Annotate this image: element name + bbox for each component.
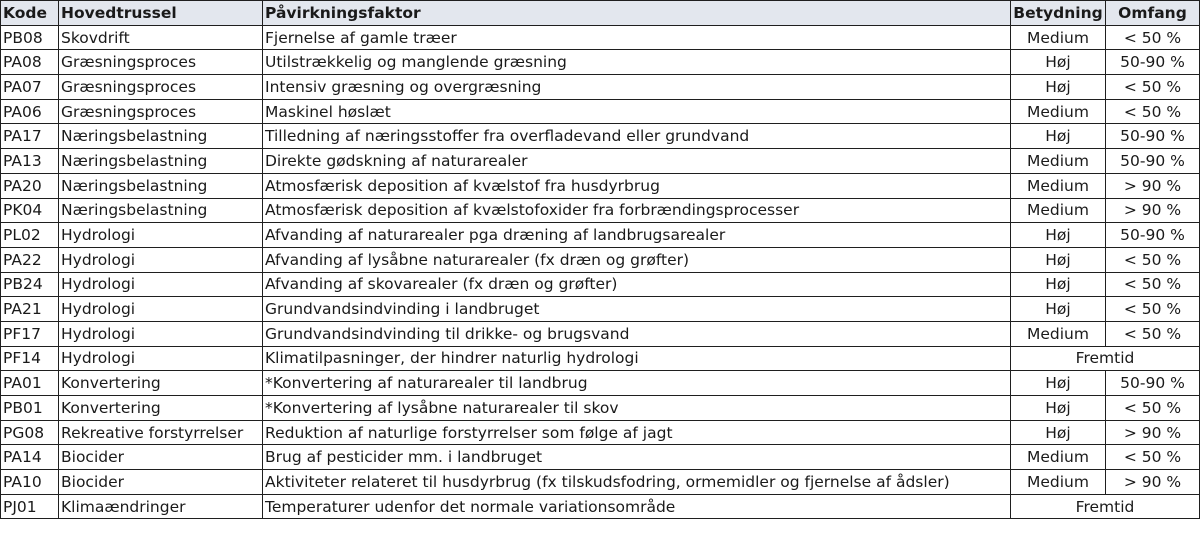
cell-omfang: 50-90 % [1106, 124, 1200, 149]
cell-betydning: Høj [1011, 247, 1106, 272]
table-row [1, 346, 1200, 371]
cell-kode: PK04 [1, 198, 59, 223]
cell-omfang: > 90 % [1106, 420, 1200, 445]
table-row [1, 223, 1200, 248]
cell-kode: PB24 [1, 272, 59, 297]
cell-hovedtrussel: Næringsbelastning [59, 173, 263, 198]
cell-kode: PF17 [1, 321, 59, 346]
cell-betydning: Høj [1011, 272, 1106, 297]
cell-omfang: < 50 % [1106, 321, 1200, 346]
cell-betydning: Høj [1011, 75, 1106, 100]
cell-omfang: > 90 % [1106, 173, 1200, 198]
cell-omfang: < 50 % [1106, 25, 1200, 50]
cell-paavirkningsfaktor: Atmosfærisk deposition af kvælstofoxider fra forbrændingsprocesser [263, 198, 1011, 223]
cell-kode: PA17 [1, 124, 59, 149]
table-row [1, 371, 1200, 396]
cell-betydning: Medium [1011, 198, 1106, 223]
cell-betydning: Medium [1011, 321, 1106, 346]
cell-fremtid: Fremtid [1011, 494, 1200, 519]
cell-kode: PB01 [1, 396, 59, 421]
cell-paavirkningsfaktor: Maskinel høslæt [263, 99, 1011, 124]
cell-betydning: Høj [1011, 396, 1106, 421]
cell-paavirkningsfaktor: Tilledning af næringsstoffer fra overfladevand eller grundvand [263, 124, 1011, 149]
table-body [1, 25, 1200, 519]
cell-kode: PA01 [1, 371, 59, 396]
table-row [1, 99, 1200, 124]
table-row [1, 25, 1200, 50]
header-row [1, 1, 1200, 26]
cell-hovedtrussel: Næringsbelastning [59, 149, 263, 174]
table-row [1, 198, 1200, 223]
cell-hovedtrussel: Hydrologi [59, 297, 263, 322]
cell-paavirkningsfaktor: Direkte gødskning af naturarealer [263, 149, 1011, 174]
cell-hovedtrussel: Biocider [59, 470, 263, 495]
cell-fremtid: Fremtid [1011, 346, 1200, 371]
cell-kode: PA20 [1, 173, 59, 198]
cell-paavirkningsfaktor: Atmosfærisk deposition af kvælstof fra husdyrbrug [263, 173, 1011, 198]
cell-hovedtrussel: Hydrologi [59, 247, 263, 272]
table-row [1, 247, 1200, 272]
cell-hovedtrussel: Rekreative forstyrrelser [59, 420, 263, 445]
cell-hovedtrussel: Næringsbelastning [59, 124, 263, 149]
cell-betydning: Medium [1011, 99, 1106, 124]
cell-betydning: Medium [1011, 470, 1106, 495]
cell-paavirkningsfaktor: Afvanding af lysåbne naturarealer (fx dræn og grøfter) [263, 247, 1011, 272]
cell-omfang: < 50 % [1106, 396, 1200, 421]
cell-kode: PF14 [1, 346, 59, 371]
cell-kode: PG08 [1, 420, 59, 445]
table-row [1, 321, 1200, 346]
cell-hovedtrussel: Konvertering [59, 371, 263, 396]
table-row [1, 173, 1200, 198]
cell-omfang: > 90 % [1106, 470, 1200, 495]
cell-hovedtrussel: Næringsbelastning [59, 198, 263, 223]
cell-betydning: Høj [1011, 223, 1106, 248]
cell-kode: PB08 [1, 25, 59, 50]
cell-paavirkningsfaktor: *Konvertering af lysåbne naturarealer til skov [263, 396, 1011, 421]
table-row [1, 75, 1200, 100]
header-kode: Kode [1, 1, 59, 26]
table-row [1, 470, 1200, 495]
cell-paavirkningsfaktor: Klimatilpasninger, der hindrer naturlig hydrologi [263, 346, 1011, 371]
cell-betydning: Medium [1011, 173, 1106, 198]
cell-paavirkningsfaktor: Grundvandsindvinding i landbruget [263, 297, 1011, 322]
cell-paavirkningsfaktor: Reduktion af naturlige forstyrrelser som følge af jagt [263, 420, 1011, 445]
table-row [1, 149, 1200, 174]
cell-paavirkningsfaktor: Afvanding af skovarealer (fx dræn og grøfter) [263, 272, 1011, 297]
cell-omfang: < 50 % [1106, 99, 1200, 124]
cell-paavirkningsfaktor: Temperaturer udenfor det normale variationsområde [263, 494, 1011, 519]
cell-omfang: 50-90 % [1106, 223, 1200, 248]
table-row [1, 297, 1200, 322]
cell-kode: PA10 [1, 470, 59, 495]
header-betydning: Betydning [1011, 1, 1106, 26]
cell-hovedtrussel: Klimaændringer [59, 494, 263, 519]
cell-omfang: > 90 % [1106, 198, 1200, 223]
cell-betydning: Høj [1011, 371, 1106, 396]
table-row [1, 445, 1200, 470]
cell-omfang: < 50 % [1106, 297, 1200, 322]
table-row [1, 272, 1200, 297]
cell-paavirkningsfaktor: Intensiv græsning og overgræsning [263, 75, 1011, 100]
cell-hovedtrussel: Biocider [59, 445, 263, 470]
cell-omfang: 50-90 % [1106, 50, 1200, 75]
table-row [1, 494, 1200, 519]
cell-betydning: Høj [1011, 297, 1106, 322]
header-hovedtrussel: Hovedtrussel [59, 1, 263, 26]
cell-kode: PJ01 [1, 494, 59, 519]
cell-omfang: < 50 % [1106, 445, 1200, 470]
cell-omfang: 50-90 % [1106, 149, 1200, 174]
cell-betydning: Medium [1011, 149, 1106, 174]
cell-hovedtrussel: Hydrologi [59, 223, 263, 248]
table-row [1, 50, 1200, 75]
cell-kode: PA13 [1, 149, 59, 174]
header-omfang: Omfang [1106, 1, 1200, 26]
cell-paavirkningsfaktor: Aktiviteter relateret til husdyrbrug (fx tilskudsfodring, ormemidler og fjernelse af ådsler) [263, 470, 1011, 495]
cell-betydning: Høj [1011, 420, 1106, 445]
cell-betydning: Høj [1011, 50, 1106, 75]
cell-omfang: 50-90 % [1106, 371, 1200, 396]
cell-paavirkningsfaktor: Grundvandsindvinding til drikke- og brugsvand [263, 321, 1011, 346]
cell-kode: PA22 [1, 247, 59, 272]
cell-betydning: Høj [1011, 124, 1106, 149]
cell-hovedtrussel: Græsningsproces [59, 75, 263, 100]
cell-hovedtrussel: Hydrologi [59, 321, 263, 346]
cell-kode: PL02 [1, 223, 59, 248]
table-row [1, 124, 1200, 149]
cell-hovedtrussel: Græsningsproces [59, 50, 263, 75]
cell-omfang: < 50 % [1106, 75, 1200, 100]
cell-betydning: Medium [1011, 25, 1106, 50]
cell-hovedtrussel: Konvertering [59, 396, 263, 421]
cell-omfang: < 50 % [1106, 272, 1200, 297]
cell-kode: PA07 [1, 75, 59, 100]
cell-kode: PA06 [1, 99, 59, 124]
cell-kode: PA08 [1, 50, 59, 75]
cell-kode: PA14 [1, 445, 59, 470]
header-paavirkningsfaktor: Påvirkningsfaktor [263, 1, 1011, 26]
cell-paavirkningsfaktor: *Konvertering af naturarealer til landbrug [263, 371, 1011, 396]
cell-paavirkningsfaktor: Afvanding af naturarealer pga dræning af landbrugsarealer [263, 223, 1011, 248]
cell-betydning: Medium [1011, 445, 1106, 470]
table-row [1, 420, 1200, 445]
table-row [1, 396, 1200, 421]
cell-paavirkningsfaktor: Brug af pesticider mm. i landbruget [263, 445, 1011, 470]
cell-omfang: < 50 % [1106, 247, 1200, 272]
cell-paavirkningsfaktor: Fjernelse af gamle træer [263, 25, 1011, 50]
cell-hovedtrussel: Skovdrift [59, 25, 263, 50]
cell-hovedtrussel: Hydrologi [59, 272, 263, 297]
cell-hovedtrussel: Græsningsproces [59, 99, 263, 124]
cell-paavirkningsfaktor: Utilstrækkelig og manglende græsning [263, 50, 1011, 75]
cell-kode: PA21 [1, 297, 59, 322]
cell-hovedtrussel: Hydrologi [59, 346, 263, 371]
